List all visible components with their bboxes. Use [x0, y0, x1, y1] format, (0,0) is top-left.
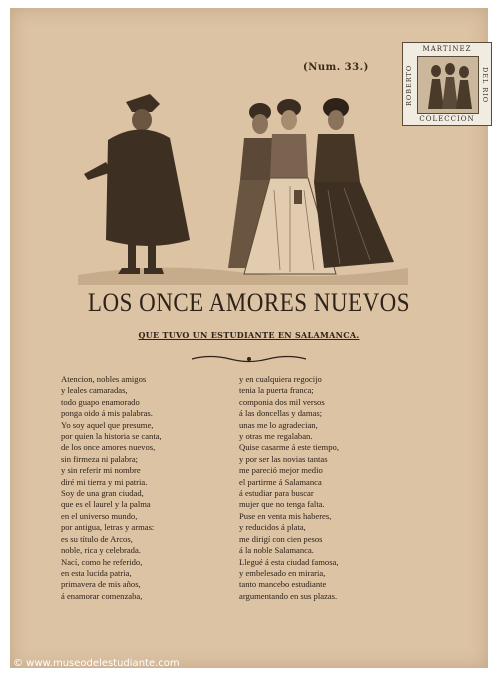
verse-line: el partirme á Salamanca — [239, 476, 322, 487]
ornament-divider-icon — [190, 354, 308, 364]
verse-line: á estudiar para buscar — [239, 488, 314, 499]
printed-sheet — [10, 8, 488, 668]
verse-line: á la noble Salamanca. — [239, 545, 314, 556]
collection-stamp — [402, 42, 492, 126]
verse-line: primavera de mis años, — [61, 579, 141, 590]
verse-line: y en cualquiera regocijo — [239, 374, 322, 384]
stamp-figures-icon — [417, 56, 479, 114]
verse-line: y sin referir mi nombre — [61, 465, 141, 476]
verse-line: me pareció mejor medio — [239, 465, 323, 476]
verse-line: tenia la puerta franca; — [239, 385, 314, 396]
verse-column-left — [61, 374, 162, 602]
verse-line: Llegué á esta ciudad famosa, — [239, 556, 339, 567]
verse-line: todo guapo enamorado — [61, 396, 140, 407]
stamp-left-text: ROBERTO — [405, 64, 413, 106]
stamp-top-text: MARTINEZ — [422, 45, 472, 53]
stamp-bottom-text: COLECCION — [419, 115, 475, 123]
verse-line: á enamorar comenzaba, — [61, 590, 143, 601]
verse-line: y por ser las novias tantas — [239, 453, 328, 464]
poem-subtitle: QUE TUVO UN ESTUDIANTE EN SALAMANCA. — [138, 330, 360, 340]
verse-line: argumentando en sus plazas. — [239, 590, 338, 601]
verse-line: en esta lucida patria, — [61, 567, 132, 578]
verse-line: Yo soy aquel que presume, — [61, 419, 154, 430]
student-figure — [84, 94, 190, 274]
verse-line: en el universo mundo, — [61, 510, 138, 521]
poem-title: LOS ONCE AMORES NUEVOS — [87, 288, 411, 317]
verse-line: es su título de Arcos, — [61, 533, 133, 544]
verse-line: mujer que no tenga falta. — [239, 499, 325, 510]
verse-line: Quise casarme á este tiempo, — [239, 442, 339, 453]
verse-line: y embelesado en miraria, — [239, 567, 326, 578]
lady-figure-3 — [314, 98, 394, 268]
verse-line: componia dos mil versos — [239, 396, 325, 407]
verse-line: y leales camaradas, — [61, 385, 128, 396]
verse-line: de los once amores nuevos, — [61, 442, 156, 453]
verse-line: Soy de una gran ciudad, — [61, 488, 144, 499]
verse-line: por quien la historia se canta, — [61, 431, 162, 442]
verse-line: ponga oido á mis palabras. — [61, 408, 153, 419]
verse-line: Puse en venta mis haberes, — [239, 510, 332, 521]
verse-line: tanto mancebo estudiante — [239, 579, 327, 590]
verse-column-right — [239, 374, 339, 602]
verse-line: Atencion, nobles amigos — [61, 374, 147, 384]
verse-line: noble, rica y celebrada. — [61, 545, 141, 556]
stamp-right-text: DEL RIO — [481, 66, 489, 104]
woodcut-illustration — [78, 90, 408, 285]
verse-line: que es el laurel y la palma — [61, 499, 151, 510]
verse-line: y otras me regalaban. — [239, 431, 313, 442]
verse-line: diré mi tierra y mi patria. — [61, 476, 148, 487]
issue-number: (Num. 33.) — [303, 62, 369, 73]
verse-line: unas me lo agradecian, — [239, 419, 318, 430]
verse-line: Nací, como he referido, — [61, 556, 143, 567]
verse-line: sin firmeza ni palabra; — [61, 453, 139, 464]
verse-line: por antigua, letras y armas: — [61, 522, 155, 533]
copyright-credit: © www.museodelestudiante.com — [13, 658, 180, 669]
verse-line: á las doncellas y damas; — [239, 408, 323, 419]
verse-line: y reducidos á plata, — [239, 522, 306, 533]
verse-line: me dirigí con cien pesos — [239, 533, 323, 544]
